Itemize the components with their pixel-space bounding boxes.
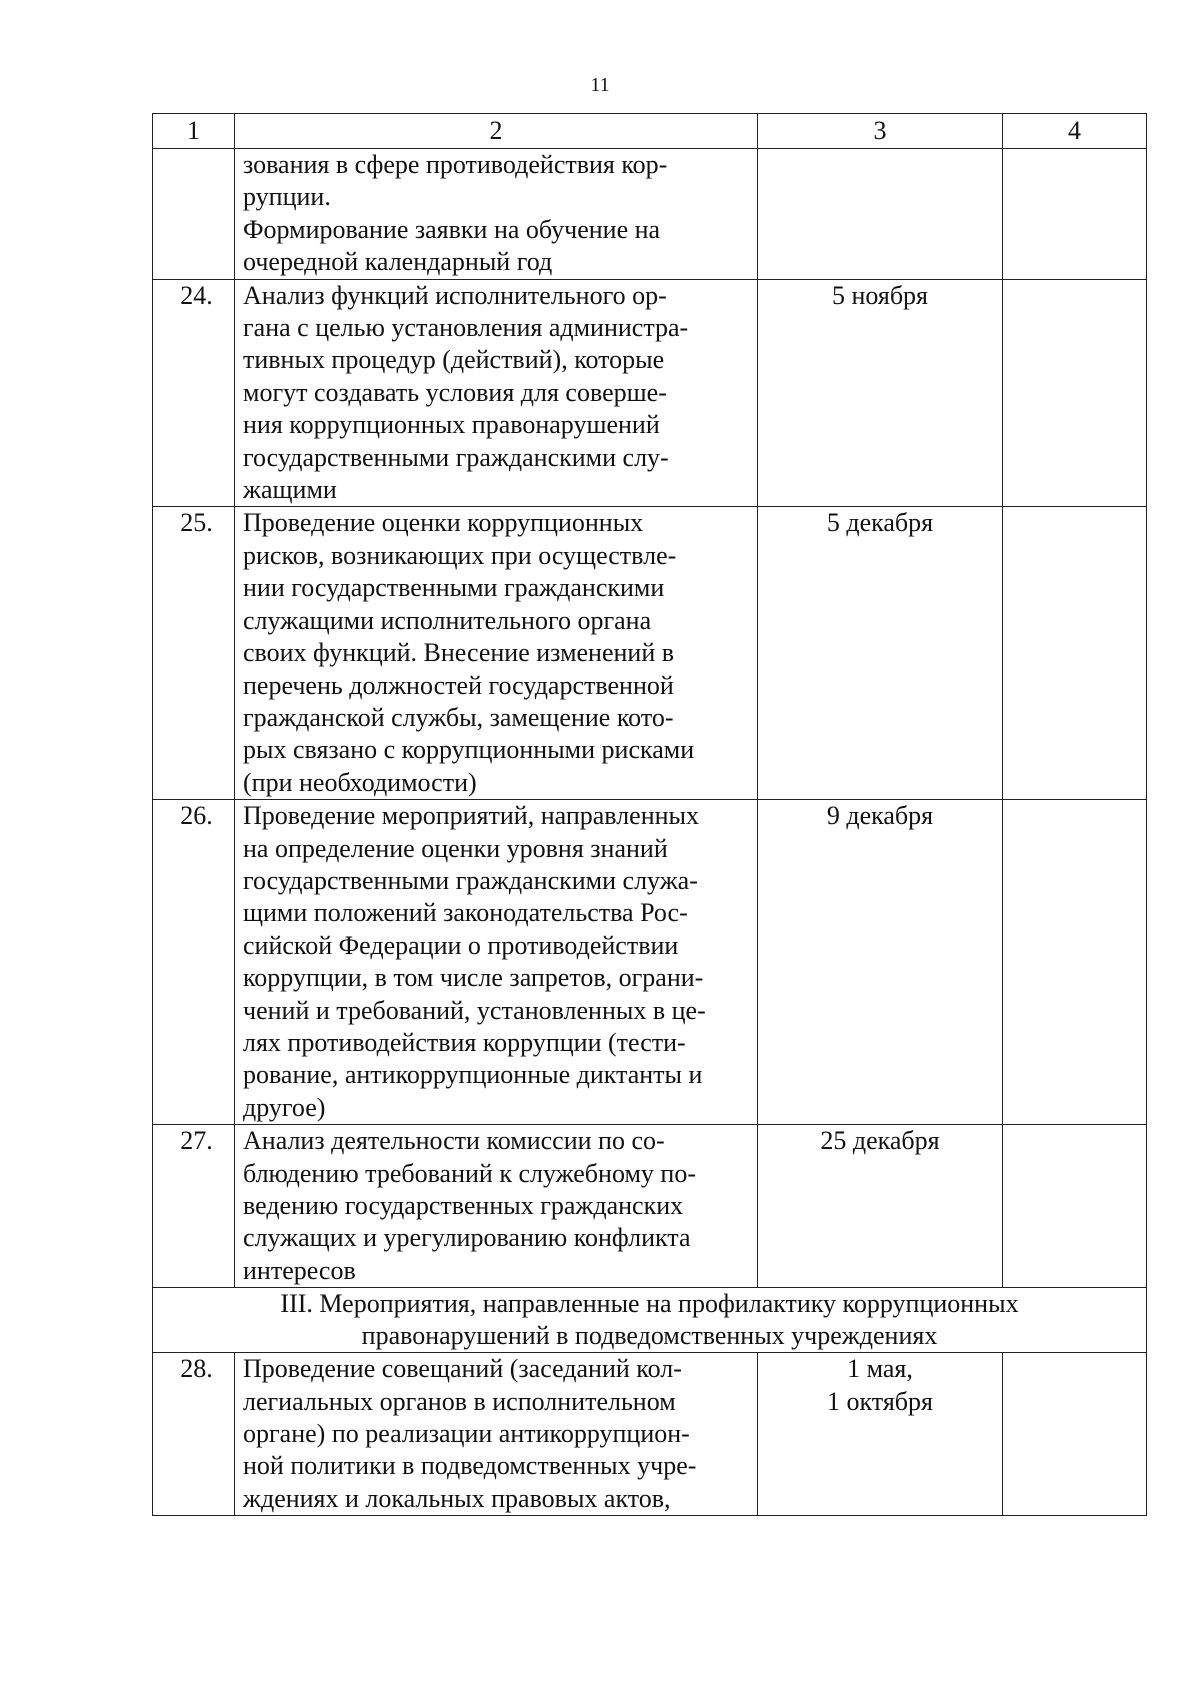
responsible-cell xyxy=(1003,507,1147,800)
description-line: блюдению требований к служебному по- xyxy=(243,1158,696,1188)
description-line: Анализ функций исполнительного ор- xyxy=(243,280,667,310)
page-number: 11 xyxy=(590,74,610,96)
deadline-cell xyxy=(758,1353,1003,1516)
description-line: рых связано с коррупционными рисками xyxy=(243,735,695,765)
description-line: ведению государственных гражданских xyxy=(243,1191,684,1220)
table-row xyxy=(153,507,1147,800)
responsible-cell xyxy=(1003,800,1147,1125)
description-line: лях противодействия коррупции (тести- xyxy=(243,1027,686,1057)
description-line: Проведение оценки коррупционных xyxy=(243,508,644,538)
description-line: органе) по реализации антикоррупцион- xyxy=(243,1419,690,1449)
description-line: государственными гражданскими служа- xyxy=(243,865,698,895)
description-line: жащими xyxy=(243,475,337,505)
deadline-cell xyxy=(758,507,1003,800)
activity-description xyxy=(235,279,758,507)
deadline-line: 25 декабря xyxy=(820,1126,940,1156)
header-cell-3: 3 xyxy=(758,114,1003,149)
table-row xyxy=(153,149,1147,280)
activity-description xyxy=(235,149,758,280)
deadline-cell xyxy=(758,800,1003,1125)
description-line: рисков, возникающих при осуществле- xyxy=(243,540,677,570)
description-line: гражданской службы, замещение кото- xyxy=(243,702,674,732)
header-cell-4: 4 xyxy=(1003,114,1147,149)
description-line: чений и требований, установленных в це- xyxy=(243,995,706,1025)
row-number: 25. xyxy=(153,507,235,800)
table-row xyxy=(153,1125,1147,1288)
description-line: Формирование заявки на обучение на xyxy=(243,214,661,244)
activity-description xyxy=(235,1125,758,1288)
activity-description xyxy=(235,800,758,1125)
description-line: рупции. xyxy=(243,182,331,212)
responsible-cell xyxy=(1003,149,1147,280)
row-number: 28. xyxy=(153,1353,235,1516)
responsible-cell xyxy=(1003,1353,1147,1516)
description-line: щими положений законодательства Рос- xyxy=(243,898,688,928)
row-number: 24. xyxy=(153,279,235,507)
description-line: служащими исполнительного органа xyxy=(243,605,652,635)
description-line: интересов xyxy=(243,1255,356,1285)
description-line: на определение оценки уровня знаний xyxy=(243,833,668,863)
responsible-cell xyxy=(1003,1125,1147,1288)
deadline-line: 5 ноября xyxy=(831,280,929,310)
description-line: Анализ деятельности комиссии по со- xyxy=(243,1126,665,1156)
description-line: очередной календарный год xyxy=(243,247,553,277)
table-row xyxy=(153,1353,1147,1516)
description-line: сийской Федерации о противодействии xyxy=(243,930,679,960)
activity-description xyxy=(235,507,758,800)
section-title-line: правонарушений в подведомственных учреждениях xyxy=(361,1321,938,1351)
description-line: гана с целью установления администра- xyxy=(243,313,689,343)
description-line: нии государственными гражданскими xyxy=(243,573,665,603)
description-line: другое) xyxy=(243,1092,326,1122)
deadline-line: 1 мая, xyxy=(847,1354,913,1384)
description-line: своих функций. Внесение изменений в xyxy=(243,638,675,668)
header-cell-2: 2 xyxy=(235,114,758,149)
row-number: 27. xyxy=(153,1125,235,1288)
description-line: перечень должностей государственной xyxy=(243,670,674,700)
deadline-line: 9 декабря xyxy=(826,801,934,831)
row-number xyxy=(153,149,235,280)
deadline-cell xyxy=(758,1125,1003,1288)
description-line: могут создавать условия для соверше- xyxy=(243,377,667,407)
deadline-cell xyxy=(758,279,1003,507)
table-header-row xyxy=(153,114,1147,149)
deadline-line: 5 декабря xyxy=(826,508,934,538)
description-line: (при необходимости) xyxy=(243,767,477,797)
section-title-line: III. Мероприятия, направленные на профилактику коррупционных xyxy=(280,1289,1019,1319)
row-number: 26. xyxy=(153,800,235,1125)
description-line: служащих и урегулированию конфликта xyxy=(243,1223,691,1253)
description-line: рование, антикоррупционные диктанты и xyxy=(243,1060,703,1090)
responsible-cell xyxy=(1003,279,1147,507)
description-line: ждениях и локальных правовых актов, xyxy=(243,1483,671,1513)
description-line: зования в сфере противодействия кор- xyxy=(243,150,668,179)
description-line: ной политики в подведомственных учре- xyxy=(243,1451,697,1481)
description-line: легиальных органов в исполнительном xyxy=(243,1386,676,1416)
table-row xyxy=(153,279,1147,507)
description-line: тивных процедур (действий), которые xyxy=(243,345,665,375)
activity-description xyxy=(235,1353,758,1516)
action-plan-table xyxy=(152,113,1147,1516)
description-line: государственными гражданскими слу- xyxy=(243,442,669,472)
description-line: коррупции, в том числе запретов, ограни- xyxy=(243,963,704,993)
section-header-row xyxy=(153,1288,1147,1353)
description-line: Проведение мероприятий, направленных xyxy=(243,801,700,831)
deadline-line: 1 октября xyxy=(827,1386,933,1416)
table-row xyxy=(153,800,1147,1125)
description-line: Проведение совещаний (заседаний кол- xyxy=(243,1354,682,1384)
header-cell-1: 1 xyxy=(153,114,235,149)
section-title xyxy=(153,1288,1147,1353)
deadline-cell xyxy=(758,149,1003,280)
description-line: ния коррупционных правонарушений xyxy=(243,410,660,440)
